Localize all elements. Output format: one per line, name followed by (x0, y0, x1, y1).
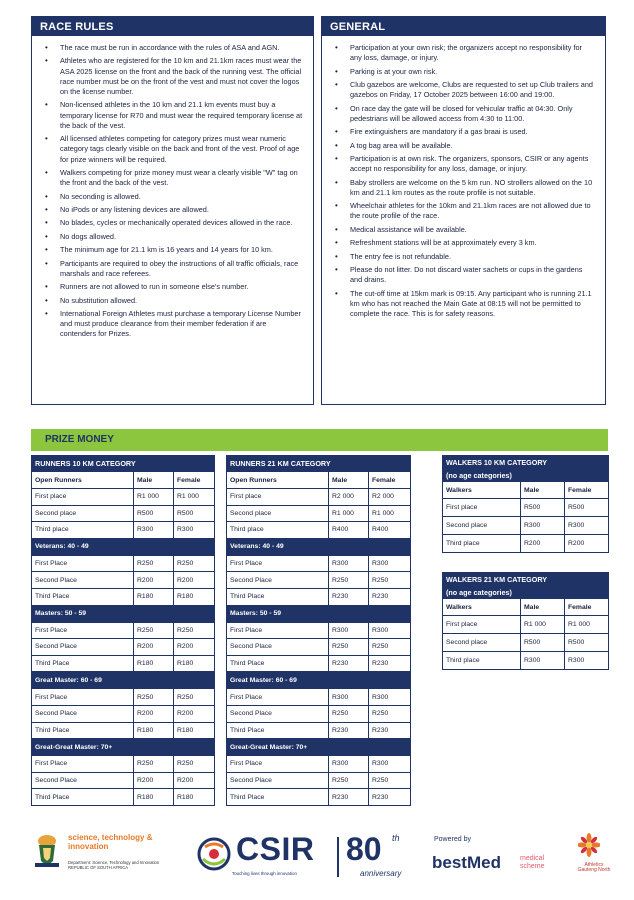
table-cell: R250 (329, 572, 369, 589)
table-cell: Second Place (227, 705, 329, 722)
table-cell: R250 (174, 689, 215, 706)
table-cell: Second place (443, 634, 521, 652)
table-cell: R2 000 (329, 489, 369, 506)
age-category-header: Masters: 50 - 59 (32, 605, 215, 622)
table-cell: R250 (174, 622, 215, 639)
table-cell: First place (227, 489, 329, 506)
table-row (32, 622, 215, 639)
general-list (322, 36, 605, 319)
table-cell: R300 (134, 522, 174, 539)
column-header: Walkers (443, 599, 521, 616)
race-rules-list (32, 36, 313, 340)
table-cell: R250 (134, 689, 174, 706)
race-rules-item: • The race must be run in accordance with the rules of ASA and AGN. (42, 43, 303, 53)
table-cell: Second Place (227, 572, 329, 589)
race-rules-item: • The minimum age for 21.1 km is 16 years and 14 years for 10 km. (42, 245, 303, 255)
column-header: Male (521, 599, 565, 616)
anniversary-text: anniversary (360, 869, 402, 878)
table-cell: Second Place (227, 772, 329, 789)
table-cell: R200 (174, 772, 215, 789)
general-item: • Club gazebos are welcome, Clubs are requested to set up Club trailers and gazebos on Friday, 17 October 2025 between 16:00 and 19:00. (332, 80, 595, 100)
table-cell: Third Place (227, 789, 329, 806)
table-cell: R250 (369, 772, 411, 789)
general-item: • Participation is at own risk. The organizers, sponsors, CSIR or any agents accept no responsibility for any loss, damage, or injury. (332, 154, 595, 174)
table-cell: R300 (329, 689, 369, 706)
science-logo-text: science, technology & innovation (68, 833, 153, 851)
table-row (443, 517, 609, 535)
csir-wordmark: CSIR (236, 831, 315, 867)
table-cell: First Place (227, 689, 329, 706)
table-cell: R180 (174, 588, 215, 605)
table-cell: First Place (227, 555, 329, 572)
table-row (227, 572, 411, 589)
table-cell: R200 (174, 572, 215, 589)
table-cell: R1 000 (565, 616, 609, 634)
table-cell: R500 (565, 634, 609, 652)
general-item: • The entry fee is not refundable. (332, 252, 595, 262)
general-item: • Parking is at your own risk. (332, 67, 595, 77)
table-cell: Second place (32, 505, 134, 522)
general-item: • Medical assistance will be available. (332, 225, 595, 235)
table-cell: R200 (134, 705, 174, 722)
general-item: • On race day the gate will be closed for vehicular traffic at 04:30. Only pedestrians will be allowed access from 4:30 to 11:00. (332, 104, 595, 124)
science-department-text: Department: Science, Technology and Innovation REPUBLIC OF SOUTH AFRICA (68, 860, 160, 870)
table-cell: R200 (134, 572, 174, 589)
column-header: Male (134, 472, 174, 489)
table-cell: R300 (369, 622, 411, 639)
column-header: Female (369, 472, 411, 489)
category-title: WALKERS 21 KM CATEGORY (443, 573, 609, 586)
column-header: Female (174, 472, 215, 489)
table-cell: R250 (134, 756, 174, 773)
table-cell: First place (32, 489, 134, 506)
table-row (227, 689, 411, 706)
table-cell: R180 (134, 655, 174, 672)
category-title: RUNNERS 21 KM CATEGORY (227, 456, 411, 472)
age-category-header: Great-Great Master: 70+ (227, 739, 411, 756)
table-cell: Third place (227, 522, 329, 539)
table-cell: First Place (227, 622, 329, 639)
category-title: RUNNERS 10 KM CATEGORY (32, 456, 215, 472)
table-cell: R1 000 (174, 489, 215, 506)
walkers-10km-table (442, 455, 609, 553)
table-cell: R180 (134, 722, 174, 739)
table-row (443, 499, 609, 517)
table-cell: R250 (329, 639, 369, 656)
table-cell: R300 (565, 517, 609, 535)
table-cell: R500 (521, 499, 565, 517)
table-row (32, 505, 215, 522)
race-rules-item: • Walkers competing for prize money must wear a clearly visible "W" tag on the front and the back of the vest. (42, 168, 303, 188)
table-row (32, 756, 215, 773)
csir-logo-icon (195, 835, 233, 873)
table-row (32, 705, 215, 722)
table-cell: R1 000 (134, 489, 174, 506)
table-cell: First Place (32, 622, 134, 639)
table-cell: Third Place (227, 655, 329, 672)
table-row (227, 588, 411, 605)
category-subtitle: (no age categories) (443, 469, 609, 482)
general-item: • Participation at your own risk; the organizers accept no responsibility for any loss, damage, or injury. (332, 43, 595, 63)
table-cell: R500 (174, 505, 215, 522)
table-cell: R230 (329, 655, 369, 672)
race-rules-item: • No seconding is allowed. (42, 192, 303, 202)
table-cell: R500 (565, 499, 609, 517)
table-cell: R230 (369, 588, 411, 605)
category-subtitle: (no age categories) (443, 586, 609, 599)
column-header: Walkers (443, 482, 521, 499)
table-row (32, 489, 215, 506)
runners-21km-table (226, 455, 411, 806)
table-row (32, 655, 215, 672)
table-cell: First Place (227, 756, 329, 773)
table-cell: Second Place (32, 639, 134, 656)
column-header: Male (329, 472, 369, 489)
general-item: • A tog bag area will be available. (332, 141, 595, 151)
table-cell: Second place (443, 517, 521, 535)
table-row (32, 522, 215, 539)
table-row (227, 772, 411, 789)
race-rules-item: • International Foreign Athletes must purchase a temporary License Number and must produce clearance from their member federation if are contenders for Prizes. (42, 309, 303, 340)
race-rules-item: • Non-licensed athletes in the 10 km and 21.1 km events must buy a temporary license for R70 and must wear the required temporary license at the back of the vest. (42, 100, 303, 131)
table-cell: R230 (329, 789, 369, 806)
table-cell: R250 (369, 639, 411, 656)
table-cell: R180 (134, 789, 174, 806)
table-cell: R300 (521, 517, 565, 535)
table-cell: R250 (134, 622, 174, 639)
table-cell: Third Place (32, 789, 134, 806)
table-row (32, 639, 215, 656)
table-cell: R250 (174, 555, 215, 572)
table-cell: Third place (443, 535, 521, 553)
age-category-header: Masters: 50 - 59 (227, 605, 411, 622)
category-title: WALKERS 10 KM CATEGORY (443, 456, 609, 469)
table-cell: R200 (174, 705, 215, 722)
runners-10km-table (31, 455, 215, 806)
bestmed-logo: bestMed (432, 853, 501, 872)
csir-tagline: Touching lives through innovation (232, 871, 297, 876)
table-cell: R300 (369, 689, 411, 706)
table-cell: R230 (329, 588, 369, 605)
table-cell: Third Place (32, 655, 134, 672)
table-cell: R230 (369, 789, 411, 806)
table-row (443, 652, 609, 670)
table-row (227, 505, 411, 522)
table-cell: Third Place (227, 588, 329, 605)
table-cell: R500 (521, 634, 565, 652)
table-cell: R250 (329, 705, 369, 722)
table-row (443, 535, 609, 553)
column-header: Female (565, 482, 609, 499)
table-cell: First Place (32, 756, 134, 773)
table-cell: Third Place (32, 588, 134, 605)
medical-scheme-text: medical scheme (520, 855, 545, 870)
athletics-flower-icon (578, 833, 600, 861)
column-header: Female (565, 599, 609, 616)
table-cell: R250 (329, 772, 369, 789)
general-item: • The cut-off time at 15km mark is 09:15. Any participant who is running 21.1 km who has not reached the Main Gate at 08:15 will not be permitted to complete the race. This is for safety reasons. (332, 289, 595, 320)
race-rules-panel (31, 16, 314, 405)
general-item: • Please do not litter. Do not discard water sachets or cups in the gardens and drains. (332, 265, 595, 285)
general-panel (321, 16, 606, 405)
table-cell: R230 (329, 722, 369, 739)
table-cell: R300 (565, 652, 609, 670)
table-cell: Second Place (32, 705, 134, 722)
table-cell: R200 (134, 772, 174, 789)
column-header: Open Runners (227, 472, 329, 489)
table-row (32, 689, 215, 706)
table-row (32, 772, 215, 789)
table-cell: First Place (32, 689, 134, 706)
table-cell: R250 (369, 705, 411, 722)
general-item: • Refreshment stations will be at approximately every 3 km. (332, 238, 595, 248)
table-row (32, 555, 215, 572)
table-row (227, 555, 411, 572)
table-cell: Third Place (32, 722, 134, 739)
table-row (443, 634, 609, 652)
table-cell: R200 (174, 639, 215, 656)
coat-of-arms-icon (32, 833, 62, 871)
column-header: Open Runners (32, 472, 134, 489)
table-cell: Second Place (227, 639, 329, 656)
sponsor-footer (0, 825, 634, 900)
table-row (32, 722, 215, 739)
table-cell: Third place (32, 522, 134, 539)
table-cell: R300 (369, 756, 411, 773)
race-rules-item: • Participants are required to obey the instructions of all traffic officials, race marshals and race referees. (42, 259, 303, 279)
table-row (32, 588, 215, 605)
general-item: • Fire extinguishers are mandatory if a gas braai is used. (332, 127, 595, 137)
race-rules-item: • No substitution allowed. (42, 296, 303, 306)
table-cell: R300 (329, 555, 369, 572)
powered-by-text: Powered by (434, 836, 471, 843)
general-item: • Baby strollers are welcome on the 5 km run. NO strollers allowed on the 10 km and 21.1 km routes as the route profile is not suitable. (332, 178, 595, 198)
table-row (32, 789, 215, 806)
table-cell: First place (443, 499, 521, 517)
table-cell: R250 (134, 555, 174, 572)
race-rules-item: • No blades, cycles or mechanically operated devices allowed in the race. (42, 218, 303, 228)
table-cell: R1 000 (369, 505, 411, 522)
table-cell: R180 (174, 655, 215, 672)
table-row (227, 639, 411, 656)
table-row (32, 572, 215, 589)
table-cell: R300 (369, 555, 411, 572)
race-rules-item: • No dogs allowed. (42, 232, 303, 242)
table-row (227, 705, 411, 722)
table-cell: R300 (329, 622, 369, 639)
eighty-anniversary-number: 80 (346, 831, 382, 867)
table-row (227, 655, 411, 672)
table-cell: First place (443, 616, 521, 634)
age-category-header: Veterans: 40 - 49 (32, 538, 215, 555)
table-cell: R250 (174, 756, 215, 773)
table-cell: R180 (174, 789, 215, 806)
table-row (227, 789, 411, 806)
race-rules-item: • Runners are not allowed to run in someone else's number. (42, 282, 303, 292)
anniversary-th: th (392, 833, 400, 843)
prize-money-title: PRIZE MONEY (31, 429, 608, 451)
table-cell: Second place (227, 505, 329, 522)
table-cell: R250 (369, 572, 411, 589)
table-cell: Second Place (32, 772, 134, 789)
table-row (227, 489, 411, 506)
race-rules-item: • All licensed athletes competing for category prizes must wear numeric category tags clearly visible on the back and front of the vest. Proof of age for prize winners will be required. (42, 134, 303, 165)
table-cell: R230 (369, 655, 411, 672)
table-cell: R180 (134, 588, 174, 605)
column-header: Male (521, 482, 565, 499)
walkers-21km-table (442, 572, 609, 670)
table-cell: R200 (565, 535, 609, 553)
table-row (227, 622, 411, 639)
table-cell: R1 000 (329, 505, 369, 522)
table-cell: Second Place (32, 572, 134, 589)
table-cell: R200 (134, 639, 174, 656)
table-cell: R1 000 (521, 616, 565, 634)
general-title: GENERAL (322, 17, 605, 36)
table-row (227, 522, 411, 539)
age-category-header: Great Master: 60 - 69 (32, 672, 215, 689)
age-category-header: Great-Great Master: 70+ (32, 739, 215, 756)
table-cell: R200 (521, 535, 565, 553)
table-cell: R300 (329, 756, 369, 773)
table-cell: R230 (369, 722, 411, 739)
race-rules-title: RACE RULES (32, 17, 313, 36)
table-cell: R2 000 (369, 489, 411, 506)
age-category-header: Great Master: 60 - 69 (227, 672, 411, 689)
table-cell: R180 (174, 722, 215, 739)
table-row (227, 756, 411, 773)
race-rules-item: • No iPods or any listening devices are allowed. (42, 205, 303, 215)
logo-divider (337, 837, 339, 877)
general-item: • Wheelchair athletes for the 10km and 21.1km races are not allowed due to the route profile of the race. (332, 201, 595, 221)
table-cell: Third place (443, 652, 521, 670)
race-rules-item: • Athletes who are registered for the 10 km and 21.1km races must wear the ASA 2025 license on the front and the back of the running vest. The official race number must be on the front of the vest and must not cover the logos on the license number. (42, 56, 303, 97)
table-cell: R400 (369, 522, 411, 539)
table-cell: R300 (174, 522, 215, 539)
table-row (443, 616, 609, 634)
table-cell: R300 (521, 652, 565, 670)
age-category-header: Veterans: 40 - 49 (227, 538, 411, 555)
table-cell: R500 (134, 505, 174, 522)
table-cell: First Place (32, 555, 134, 572)
table-row (227, 722, 411, 739)
athletics-gauteng-north-text: Athletics Gauteng North (577, 862, 611, 873)
table-cell: Third Place (227, 722, 329, 739)
table-cell: R400 (329, 522, 369, 539)
